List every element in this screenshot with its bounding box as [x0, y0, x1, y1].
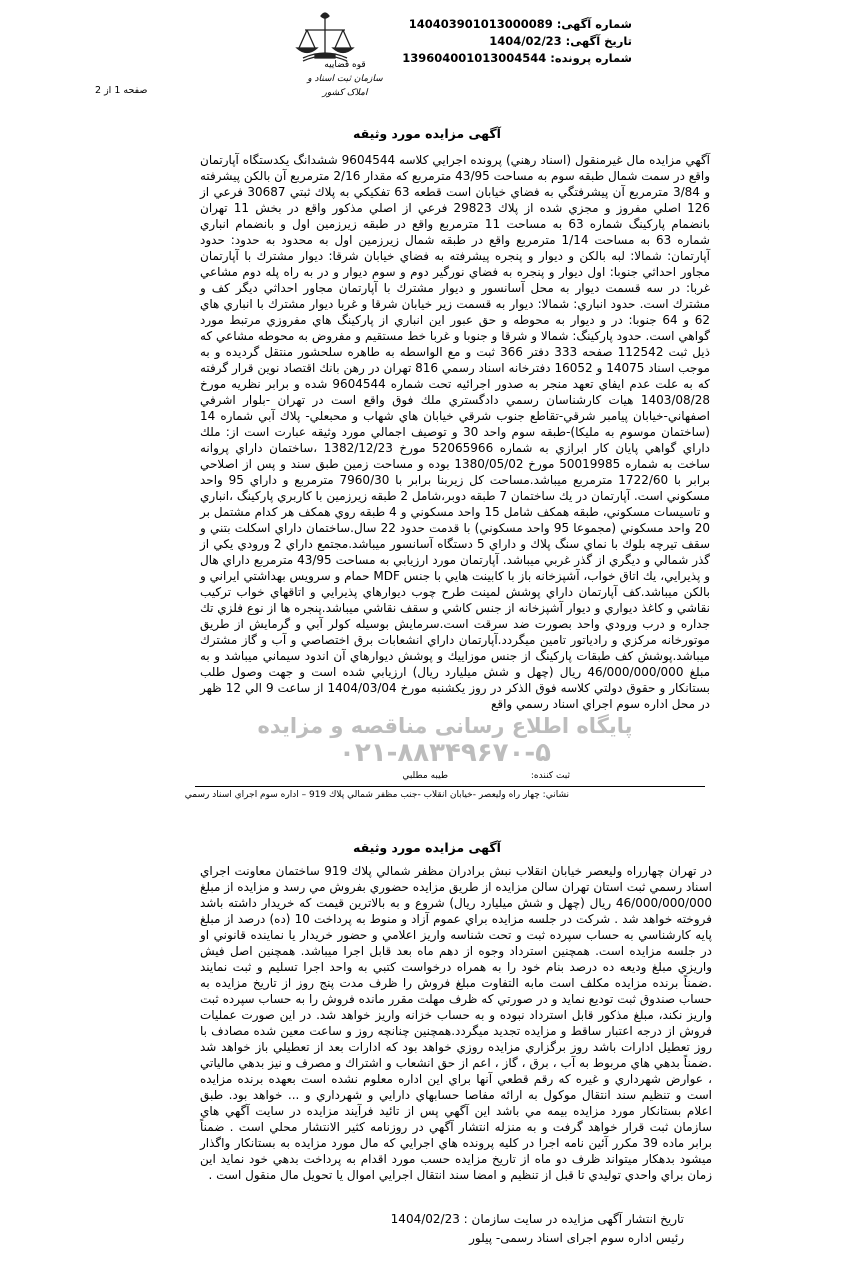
- publish-date: تاريخ انتشار آگهی مزایده در سایت سازمان : 1404/02/23: [390, 1212, 684, 1226]
- notice-title: آگهی مزایده مورد وثیقه: [353, 126, 501, 141]
- notice-body-2: در تهران چهارراه وليعصر خيابان انقلاب نبش برادران مظفر شمالي پلاك 919 ساختمان معاونت اجراي اسناد رسمي ثبت استان تهران سالن مزايده از طريق مزايده حضوري بفروش مي رسد و مزايده از مبلغ 46/000/000/000 ريال (چهل و شش ميليارد ريال) شروع و به بالاترين قيمت كه خريدار داشته باشد فروخته خواهد شد . شركت در جلسه مزايده براي عموم آزاد و منوط به پرداخت 10 (ده) درصد از مبلغ پايه كارشناسي به حساب سپرده ثبت و تحت شناسه واريز اعلامي و حضور خريدار يا نماينده قانوني او در جلسه مزايده است. همچنين استرداد وجوه از دهم ماه بعد قابل اجرا ميباشد. همچنين اصل فيش واريزي مبلغ وديعه ده درصد بنام خود را به همراه درخواست كتبي به واحد اجرا تسليم و ثبت نمايند .ضمناً برنده مزايده مكلف است مابه التفاوت مبلغ فروش را ظرف مدت پنج روز از تاريخ مزايده به حساب صندوق ثبت توديع نمايد و در صورتي كه ظرف مهلت مقرر مانده فروش را به حساب سپرده ثبت واريز نكند، مبلغ مذكور قابل استرداد نبوده و به حساب خزانه واريز خواهد شد. در اين صورت عمليات فروش از درجه اعتبار ساقط و مزايده تجديد ميگردد.همچنين چنانچه روز و ساعت معين شده مصادف با روز تعطيل ادارات باشد روز برگزاري مزايده روزي خواهد بود كه ادارات بعد از تعطيلي باز خواهد شد .ضمناً بدهي هاي مربوط به آب ، برق ، گاز ، اعم از حق انشعاب و اشتراك و مصرف و نيز بدهي مالياتي ، عوارض شهرداري و غيره كه رقم قطعي آنها براي اين اداره معلوم نشده است بعهده برنده مزايده است و تنظيم سند انتقال موكول به ارائه مفاصا حسابهاي دارايي و شهرداري و ... خواهد بود. طبق اعلام بستانكار مورد مزايده بيمه مي باشد اين آگهي پس از تائيد فرآيند مزايده در سايت آگهي هاي سازمان ثبت قرار خواهد گرفت و به منزله انتشار آگهي در روزنامه كثير الانتشار محلي است . ضمناً برابر ماده 39 مكرر آئين نامه اجرا در كليه پرونده هاي اجرايي كه مال مورد مزايده به بستانكار واگذار ميشود بدهكار ميتواند ظرف دو ماه از تاريخ مزايده حسب مورد اقدام به پرداخت بدهي خود نمايد اين زمان براي واحدي توليدي تا قبل از تنظيم و امضا سند انتقال اجرايي اموال يا تحويل مال منقول است .: [200, 864, 712, 1182]
- page-number: صفحه 1 از 2: [95, 85, 148, 96]
- notice-body: آگهي مزايده مال غيرمنقول (اسناد رهني) پرونده اجرايي كلاسه 9604544 ششدانگ يكدستگاه آپارتمان واقع در سمت شمال طبقه سوم به مساحت 43/95 مترمربع كه مقدار 2/16 مترمربع آن بالكن پيشرفته و 3/84 مترمربع آن پيشرفتگي به فضاي خيابان است قطعه 63 تفكيكي به پلاك ثبتي 30687 فرعي از 126 اصلي مفروز و مجزي شده از پلاك 29823 فرعي از اصلي مذكور واقع در بخش 11 تهران بانضمام پاركينگ شماره 63 به مساحت 11 مترمربع واقع در طبقه زيرزمين اول و بانضمام انباري شماره 63 به مساحت 1/14 مترمربع واقع در طبقه شمال زيرزمين اول به محدود به حدود: حدود آپارتمان: شمالا: لبه بالكن و ديوار و پنجره پيشرفته به فضاي خيابان شرقا: ديوار مشترك با آپارتمان مجاور احداثي جنوبا: اول ديوار و پنجره به فضاي نورگير دوم و سوم ديوار و در به راه پله دوم مشاعي غربا: در سه قسمت ديوار به محل آسانسور و ديوار مشترك با آپارتمان مجاور احداثي ديگر كف و مشترك است. حدود انباري: شمالا: ديوار به قسمت زير خيابان شرقا و غربا ديوار مشترك با انباري هاي 62 و 64 جنوبا: در و ديوار به محوطه و حق عبور اين انباري از پاركينگ هاي مفروزي مرتبط مورد گواهي است. حدود پاركينگ: شمالا و شرقا و جنوبا و غربا خط مستقيم و مفروض به محوطه مشاعي كه ذيل ثبت 112542 صفحه 333 دفتر 366 ثبت و مع الواسطه به طاهره سلحشور منتقل گرديده و به موجب اسناد 14075 و 16052 دفترخانه اسناد رسمي 816 تهران در رهن بانك اقتصاد نوين قرار گرفته كه به علت عدم ايفاي تعهد منجر به صدور اجرائيه تحت شماره 9604544 شده و برابر نظريه مورخ 1403/08/28 هيات كارشناسان رسمي دادگستري ملك فوق واقع است در تهران -بلوار اشرفي اصفهاني-خيابان پيامبر شرقي-تقاطع جنوب شرقي خيابان هاي شهاب و محبعلي- پلاك آبي شماره 14 (ساختمان موسوم به مليكا)-طبقه سوم واحد 30 و توصيف اجمالي مورد وثيقه عبارت است از: ملك داراي گواهي پايان كار ابرازي به شماره 52065966 مورخ 1382/12/23 ،ساختمان داراي پروانه ساخت به شماره 50019985 مورخ 1380/05/02 بوده و مساحت زمين طبق سند و پس از اصلاحي برابر با 1722/60 مترمربع ميباشد.مساحت كل زيربنا برابر با 7960/30 مترمربع و داراي 95 واحد مسكوني است. آپارتمان در يك ساختمان 7 طبقه دوبر،شامل 2 طبقه زيرزمين با كاربري پاركينگ ،انباري و تاسيسات مسكوني، طبقه همكف شامل 15 واحد مسكوني و 4 طبقه روي همكف هر كدام مشتمل بر 20 واحد مسكوني (مجموعا 95 واحد مسكوني) با قدمت حدود 22 سال.ساختمان داراي اسكلت بتني و سقف تيرچه بلوك با نماي سنگ پلاك و داراي 5 دستگاه آسانسور ميباشد.مجتمع داراي 2 ورودي يكي از گذر شمالي و ديگري از گذر غربي ميباشد. آپارتمان مورد ارزيابي به مساحت 43/95 مترمربع داراي هال و پذيرايي، يك اتاق خواب، آشپزخانه باز با كابينت هايي با جنس MDF حمام و سرويس بهداشتي ايراني و بالكن ميباشد.كف آپارتمان داراي پوشش لمينت طرح چوب ديوارهاي پذيرايي و اتاقهاي خواب تركيب نقاشي و كاغذ ديواري و ديوار آشپزخانه از جنس كاشي و سقف نقاشي ميباشد.پنجره ها از نوع فلزي تك جداره و درب ورودي واحد بصورت ضد سرقت است.سرمايش بوسيله كولر آبي و گرمايش از طريق موتورخانه مركزي و رادياتور تامين ميگردد.آپارتمان داراي انشعابات برق اختصاصي و آب و گاز مشترك ميباشد.پوشش كف طبقات پاركينگ از جنس موزاييك و پوشش ديوارهاي آن اندود سيماني ميباشد و به مبلغ 46/000/000/000 ريال (چهل و شش ميليارد ريال) ارزيابي شده است و جهت وصول طلب بستانكار و حقوق دولتي كلاسه فوق الذكر در روز يكشنبه مورخ 1404/03/04 از ساعت 9 الي 12 ظهر در محل اداره سوم اجراي اسناد رسمي واقع: [200, 153, 711, 711]
- notice-date: تاریخ آگهی: 1404/02/23: [489, 34, 632, 48]
- case-number: شماره پرونده: 139604001013004544: [402, 51, 632, 65]
- notice-number: شماره آگهی: 140403901013000089: [408, 17, 632, 31]
- divider: [195, 786, 705, 787]
- signatory: رئیس اداره سوم اجرای اسناد رسمی- پیلور: [469, 1231, 684, 1245]
- organization-name: قوه قضاییه سازمان ثبت اسناد و املاک کشور: [307, 60, 383, 98]
- watermark-text: پایگاه اطلاع رسانی مناقصه و مزایده: [257, 714, 633, 738]
- notice-metadata: [402, 16, 632, 67]
- office-address: نشاني: چهار راه وليعصر -خيابان انقلاب -جنب مظفر شمالي پلاك 919 – اداره سوم اجراي اسناد رسمي: [184, 790, 569, 800]
- registrar-name: طيبه مطلبي: [402, 771, 448, 781]
- notice-title-2: آگهی مزایده مورد وثیقه: [353, 840, 501, 855]
- watermark-phone: ۰۲۱-۸۸۳۴۹۶۷۰-۵: [338, 738, 551, 768]
- registrar-label: ثبت كننده:: [530, 771, 570, 781]
